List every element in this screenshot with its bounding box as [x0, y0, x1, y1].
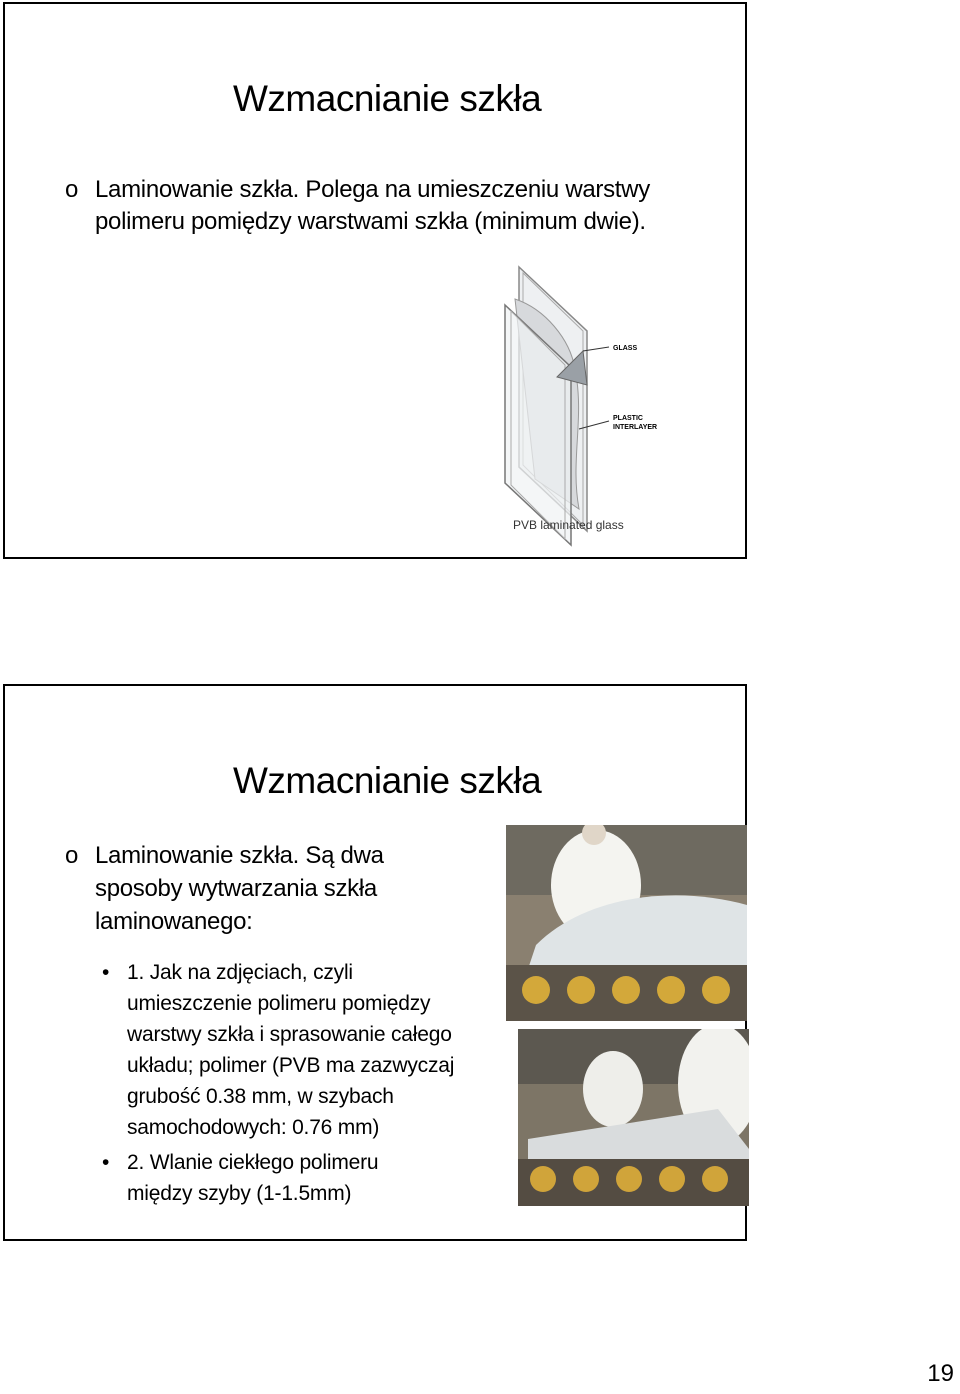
sub-line: 2. Wlanie ciekłego polimeru: [127, 1151, 379, 1174]
sub-line: samochodowych: 0.76 mm): [127, 1116, 380, 1139]
sub-line: umieszczenie polimeru pomiędzy: [127, 992, 431, 1015]
worker-figure: [583, 1051, 643, 1127]
roller: [530, 1166, 556, 1192]
sub-line: warstwy szkła i sprasowanie całego: [127, 1023, 452, 1046]
laminated-glass-diagram: [475, 259, 675, 549]
roller: [657, 976, 685, 1004]
roller: [567, 976, 595, 1004]
figure-caption: PVB laminated glass: [513, 518, 624, 532]
label-interlayer-1: PLASTIC: [613, 415, 643, 422]
factory-photo-2: [518, 1029, 749, 1206]
roller: [522, 976, 550, 1004]
label-interlayer-2: INTERLAYER: [613, 424, 658, 431]
roller: [612, 976, 640, 1004]
roller: [573, 1166, 599, 1192]
bullet-marker: o: [65, 176, 79, 203]
page-number: 19: [927, 1360, 954, 1387]
bullet-line: polimeru pomiędzy warstwami szkła (minimum dwie).: [95, 208, 646, 235]
sub-line: 1. Jak na zdjęciach, czyli: [127, 961, 353, 984]
sub-line: układu; polimer (PVB ma zazwyczaj: [127, 1054, 455, 1077]
roller: [702, 1166, 728, 1192]
bullet-line: Laminowanie szkła. Polega na umieszczeniu warstwy: [95, 176, 650, 203]
sub-line: grubość 0.38 mm, w szybach: [127, 1085, 394, 1108]
bullet-marker: o: [65, 842, 79, 869]
bullet-line: laminowanego:: [95, 908, 253, 935]
slide-1: [3, 2, 747, 559]
roller: [659, 1166, 685, 1192]
slide-title: Wzmacnianie szkła: [233, 760, 542, 801]
roller: [616, 1166, 642, 1192]
slide-2: [3, 684, 747, 1241]
label-glass: GLASS: [613, 345, 638, 352]
sub-bullet-marker: •: [102, 961, 110, 984]
sub-bullet-marker: •: [102, 1151, 110, 1174]
factory-photo-1: [506, 825, 747, 1021]
roller: [702, 976, 730, 1004]
sub-line: między szyby (1-1.5mm): [127, 1182, 352, 1205]
slide-title: Wzmacnianie szkła: [233, 78, 542, 119]
bullet-line: sposoby wytwarzania szkła: [95, 875, 377, 902]
bullet-line: Laminowanie szkła. Są dwa: [95, 842, 384, 869]
